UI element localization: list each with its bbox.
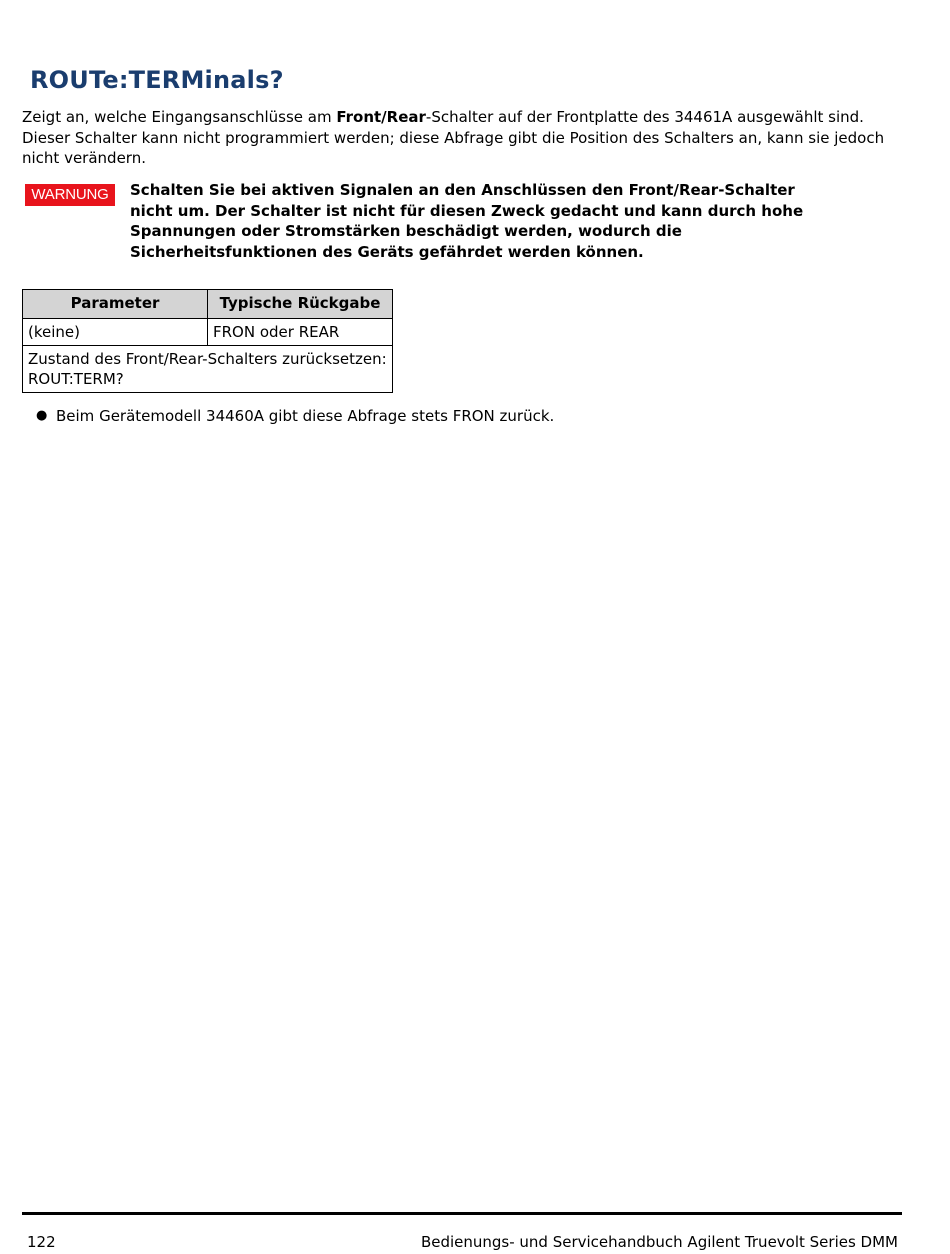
- table-example-row: [23, 346, 393, 393]
- intro-text-part1: Zeigt an, welche Eingangsanschlüsse am: [22, 108, 337, 126]
- table-header-row: [23, 290, 393, 319]
- list-item: [30, 406, 554, 426]
- warning-badge: WARNUNG: [25, 184, 115, 206]
- table-example-cell: [23, 346, 393, 393]
- example-command: ROUT:TERM?: [28, 370, 124, 388]
- page-title: ROUTe:TERMinals?: [30, 66, 284, 94]
- warning-text: Schalten Sie bei aktiven Signalen an den Anschlüssen den Front/Rear-Schalter nicht um. Der Schalter ist nicht für diesen Zweck gedacht und kann durch hohe Spannungen oder Stromstärken beschädigt werden, wodurch die Sicherheitsfunktionen des Geräts gefährdet werden können.: [130, 181, 804, 261]
- example-description: Zustand des Front/Rear-Schalters zurücksetzen:: [28, 350, 387, 368]
- footer-document-title: Bedienungs- und Servicehandbuch Agilent Truevolt Series DMM: [420, 1233, 898, 1251]
- intro-text-bold: Front/Rear: [336, 108, 426, 126]
- table-cell-parameter: (keine): [23, 319, 208, 346]
- bullet-icon: ●: [36, 408, 48, 423]
- intro-paragraph: [22, 107, 902, 169]
- table-header-parameter: Parameter: [23, 290, 208, 319]
- notes-list: [30, 406, 554, 426]
- intro-text-part2: -Schalter auf der Frontplatte des 34461A ausgewählt sind. Dieser Schalter kann nicht programmiert werden; diese Abfrage gibt die Position des Schalters an, kann sie jedoch nicht verändern.: [22, 108, 885, 167]
- list-item-text: Beim Gerätemodell 34460A gibt diese Abfrage stets FRON zurück.: [56, 407, 555, 425]
- table-cell-return: FRON oder REAR: [208, 319, 393, 346]
- footer-page-number: 122: [27, 1233, 56, 1251]
- footer-divider: [22, 1212, 902, 1215]
- table-row: [23, 319, 393, 346]
- parameter-table: [22, 289, 393, 393]
- table-header-return: Typische Rückgabe: [208, 290, 393, 319]
